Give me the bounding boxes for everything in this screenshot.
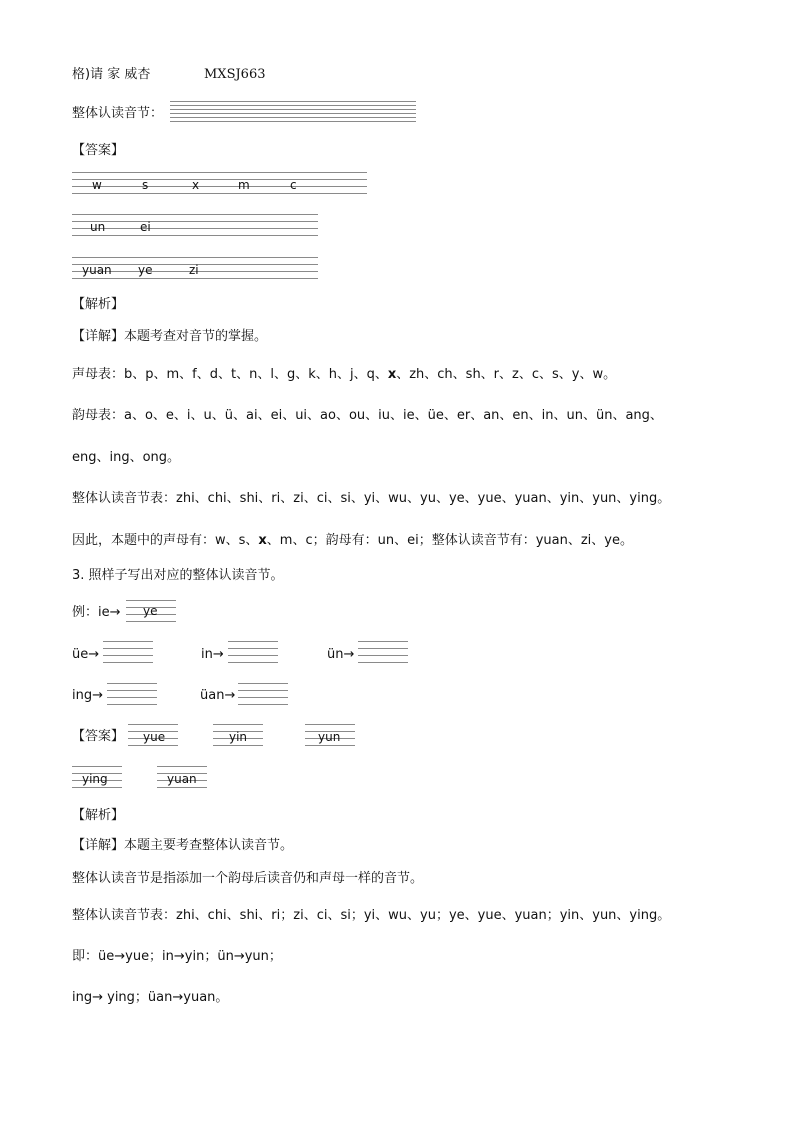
q3-definition: 整体认读音节是指添加一个韵母后读音仍和声母一样的音节。 bbox=[72, 871, 424, 886]
q2-detail: 【详解】本题考查对音节的掌握。 bbox=[72, 329, 268, 344]
q3-answer: ying bbox=[82, 772, 108, 786]
answer-initial: w bbox=[92, 178, 102, 192]
finals-table-line1: 韵母表：a、o、e、i、u、ü、ai、ei、ui、ao、ou、iu、ie、üe、er、an、en、in、un、ün、ang、 bbox=[72, 408, 663, 423]
answer-final: ei bbox=[140, 220, 151, 234]
answer-initial: x bbox=[192, 178, 200, 192]
answer-syllable: zi bbox=[189, 263, 199, 277]
answer-final: un bbox=[90, 220, 106, 234]
q3-analysis-label: 【解析】 bbox=[72, 808, 125, 823]
answer-initial: c bbox=[290, 178, 297, 192]
answer-initial: m bbox=[238, 178, 250, 192]
q3-answer: yun bbox=[318, 730, 341, 744]
q3-writing-lines bbox=[107, 683, 157, 705]
q3-table: 整体认读音节表：zhi、chi、shi、ri；zi、ci、si；yi、wu、yu；ye、yue、yuan；yin、yun、ying。 bbox=[72, 908, 671, 923]
q2-conclusion: 因此，本题中的声母有：w、s、x、m、c；韵母有：un、ei；整体认读音节有：yuan、zi、ye。 bbox=[72, 533, 633, 548]
q3-writing-lines bbox=[358, 641, 408, 663]
initials-table: 声母表：b、p、m、f、d、t、n、l、g、k、h、j、q、x、zh、ch、sh、r、z、c、s、y、w。 bbox=[72, 367, 617, 382]
example-answer: ye bbox=[143, 604, 158, 618]
q3-answer: yin bbox=[229, 730, 248, 744]
q3-item: üan→ bbox=[200, 688, 236, 703]
q2-analysis-label: 【解析】 bbox=[72, 297, 125, 312]
q3-writing-lines bbox=[103, 641, 153, 663]
q3-writing-lines bbox=[228, 641, 278, 663]
q2-answer-label: 【答案】 bbox=[72, 143, 125, 158]
whole-syllable-table: 整体认读音节表：zhi、chi、shi、ri、zi、ci、si、yi、wu、yu、ye、yue、yuan、yin、yun、ying。 bbox=[72, 491, 671, 506]
finals-table-line2: eng、ing、ong。 bbox=[72, 450, 181, 465]
answer-initial: s bbox=[142, 178, 149, 192]
q3-writing-lines bbox=[238, 683, 288, 705]
q3-example-label: 例：ie→ bbox=[72, 605, 121, 620]
q3-answer-label: 【答案】 bbox=[72, 729, 125, 744]
q3-item: üe→ bbox=[72, 647, 100, 662]
q3-item: ün→ bbox=[327, 647, 355, 662]
q2-prompt: 整体认读音节： bbox=[72, 106, 164, 121]
q3-answer: yuan bbox=[167, 772, 197, 786]
q2-writing-lines bbox=[170, 101, 416, 122]
q2-answer-lines-2 bbox=[72, 214, 318, 236]
q3-title: 3. 照样子写出对应的整体认读音节。 bbox=[72, 568, 284, 583]
q3-item: ing→ bbox=[72, 688, 103, 703]
q3-conclusion-2: ing→ ying；üan→yuan。 bbox=[72, 990, 229, 1005]
header-text: 格)请 家 威杏 bbox=[72, 67, 151, 82]
q3-item: in→ bbox=[201, 647, 224, 662]
q3-answer: yue bbox=[143, 730, 166, 744]
q3-detail: 【详解】本题主要考查整体认读音节。 bbox=[72, 838, 294, 853]
q3-conclusion-1: 即：üe→yue；in→yin；ün→yun； bbox=[72, 949, 282, 964]
answer-syllable: yuan bbox=[82, 263, 112, 277]
q2-answer-lines-1 bbox=[72, 172, 367, 194]
document-code: MXSJ663 bbox=[204, 67, 266, 82]
answer-syllable: ye bbox=[138, 263, 153, 277]
